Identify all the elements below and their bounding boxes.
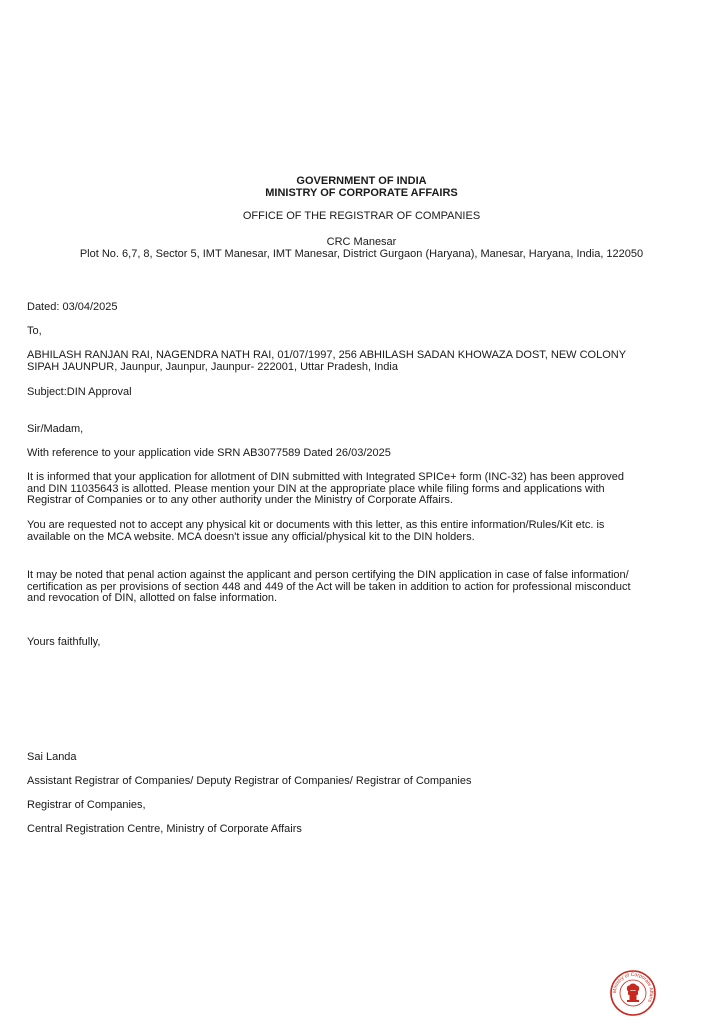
header-government: GOVERNMENT OF INDIA — [296, 175, 427, 187]
header-address: Plot No. 6,7, 8, Sector 5, IMT Manesar, IMT Manesar, District Gurgaon (Haryana), Manesar, Haryana, India, 122050 — [79, 248, 644, 260]
paragraph-line: available on the MCA website. MCA doesn't issue any official/physical kit to the DIN holders. — [27, 530, 475, 543]
letter-salutation: Sir/Madam, — [27, 423, 84, 435]
paragraph-line: Registrar of Companies or to any other authority under the Ministry of Corporate Affairs. — [27, 494, 453, 506]
paragraph-line: It may be noted that penal action against the applicant and person certifying the DIN application in case of false information/ — [27, 569, 629, 581]
paragraph-din-allotted — [27, 472, 707, 507]
paragraph-line: It is informed that your application for allotment of DIN submitted with Integrated SPICe+ form (INC-32) has been approved — [27, 471, 625, 483]
paragraph-line: You are requested not to accept any physical kit or documents with this letter, as this entire information/Rules/Kit etc. is — [27, 519, 605, 531]
header-centre: CRC Manesar — [326, 236, 397, 248]
letter-reference: With reference to your application vide SRN AB3077589 Dated 26/03/2025 — [27, 447, 391, 459]
letter-to: To, — [27, 325, 42, 337]
paragraph-line: and DIN 11035643 is allotted. Please mention your DIN at the appropriate place while filing forms and applications with — [27, 482, 605, 495]
letter-date: Dated: 03/04/2025 — [27, 301, 118, 313]
header-office: OFFICE OF THE REGISTRAR OF COMPANIES — [242, 210, 481, 222]
signatory-name: Sai Landa — [27, 751, 77, 763]
emblem-seal-icon — [608, 970, 658, 1016]
signatory-organisation: Central Registration Centre, Ministry of Corporate Affairs — [27, 823, 302, 835]
paragraph-penal-action — [27, 570, 707, 605]
header-ministry: MINISTRY OF CORPORATE AFFAIRS — [265, 187, 458, 199]
letter-closing: Yours faithfully, — [27, 636, 101, 648]
signatory-designation: Assistant Registrar of Companies/ Deputy Registrar of Companies/ Registrar of Companies — [27, 775, 472, 787]
paragraph-no-physical-kit — [27, 520, 707, 543]
seal-text: Ministry of Corporate Affairs — [611, 971, 655, 1004]
paragraph-line: certification as per provisions of section 448 and 449 of the Act will be taken in addition to action for professional misconduct — [27, 580, 631, 593]
signatory-office: Registrar of Companies, — [27, 799, 146, 811]
paragraph-line: and revocation of DIN, allotted on false information. — [27, 592, 278, 604]
addressee-line: ABHILASH RANJAN RAI, NAGENDRA NATH RAI, 01/07/1997, 256 ABHILASH SADAN KHOWAZA DOST, NEW COLONY — [27, 349, 627, 361]
addressee-block — [27, 350, 707, 373]
letter-subject: Subject:DIN Approval — [27, 386, 132, 398]
addressee-line: SIPAH JAUNPUR, Jaunpur, Jaunpur, Jaunpur- 222001, Uttar Pradesh, India — [27, 360, 398, 373]
